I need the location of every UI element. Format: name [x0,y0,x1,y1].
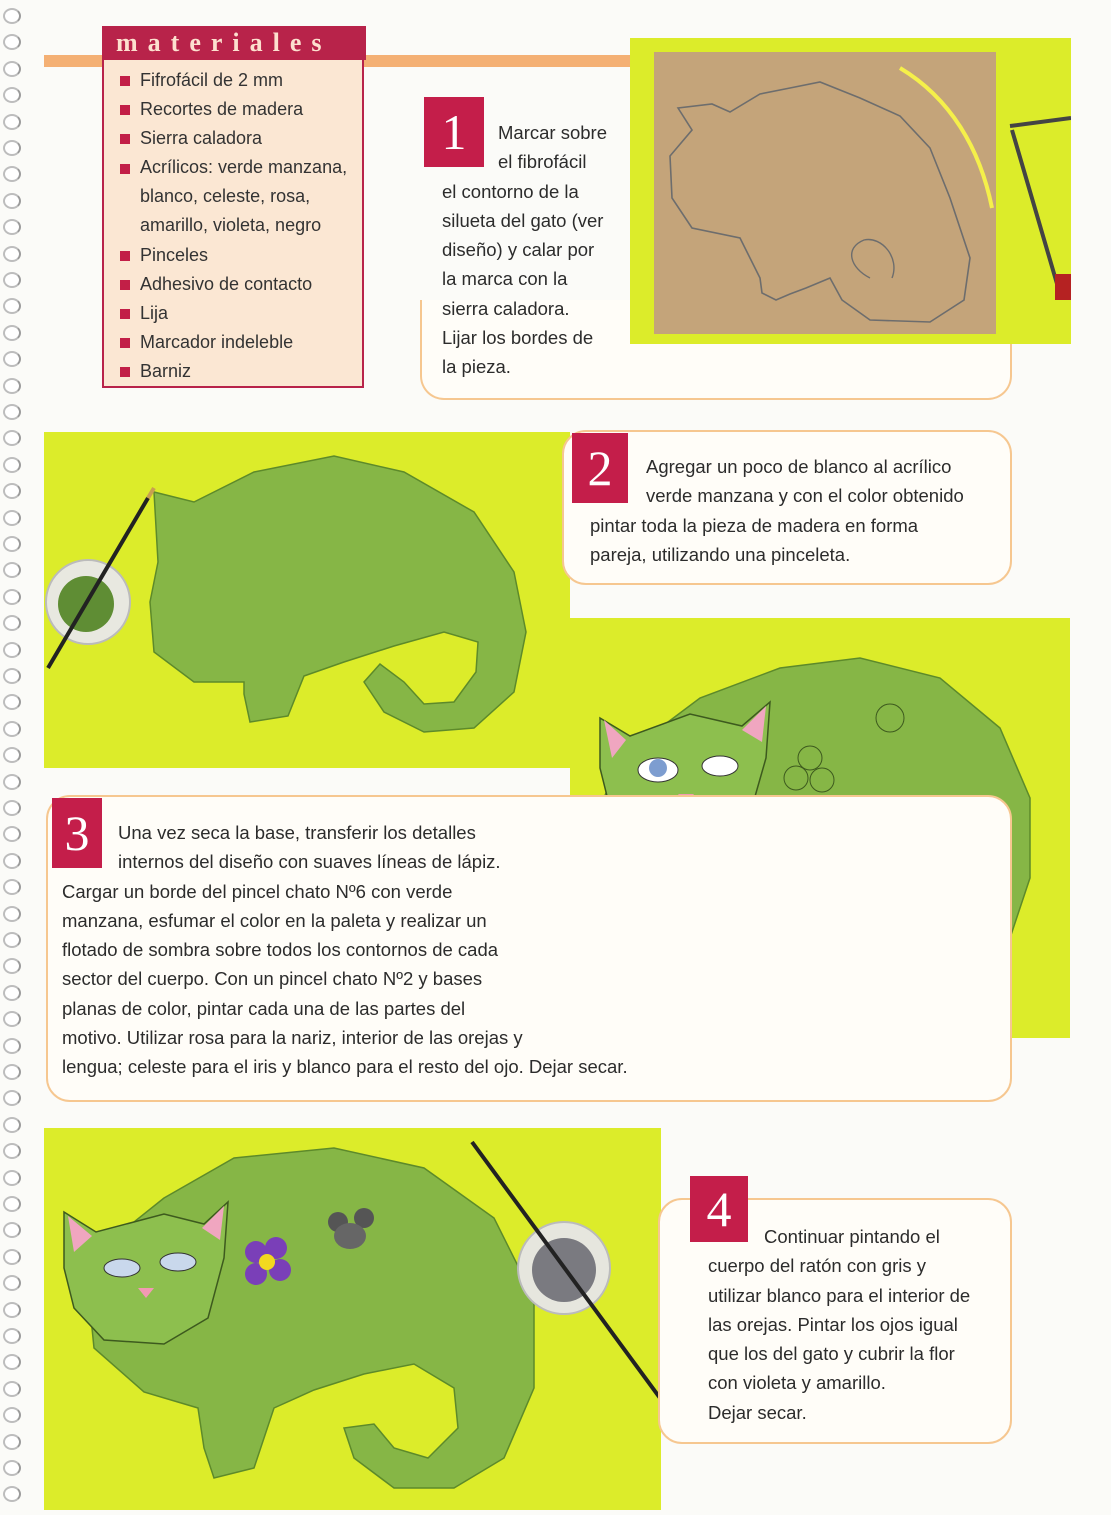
step-1-number: 1 [424,97,484,167]
fiberboard-panel [654,52,996,334]
spiral-ring-icon [3,404,21,420]
spiral-ring-icon [3,1407,21,1423]
spiral-ring-icon [3,378,21,394]
materials-box [102,26,364,388]
spiral-ring-icon [3,87,21,103]
spiral-ring-icon [3,1381,21,1397]
bullet-icon [120,309,130,319]
materials-list [120,66,347,386]
spiral-ring-icon [3,985,21,1001]
spiral-ring-icon [3,325,21,341]
spiral-ring-icon [3,668,21,684]
spiral-ring-icon [3,298,21,314]
spiral-ring-icon [3,906,21,922]
spiral-ring-icon [3,932,21,948]
spiral-ring-icon [3,457,21,473]
step-2-photo [44,432,570,768]
bullet-icon [120,338,130,348]
spiral-ring-icon [3,1090,21,1106]
spiral-ring-icon [3,166,21,182]
spiral-ring-icon [3,1170,21,1186]
spiral-ring-icon [3,272,21,288]
spiral-ring-icon [3,1249,21,1265]
step-3-text: Una vez seca la base, transferir los detalles internos del diseño con suaves líneas de lápiz. Cargar un borde del pincel chato Nº6 con verde manzana, esfumar el color en la paleta y realizar un flotado de sombra sobre todos los contornos de cada sector del cuerpo. Con un pincel chato Nº2 y bases planas de color, pintar cada una de las partes del motivo. Utilizar rosa para la nariz, interior de las orejas y lengua; celeste para el iris y blanco para el resto del ojo. Dejar secar. [62,822,628,1078]
spiral-ring-icon [3,34,21,50]
spiral-ring-icon [3,536,21,552]
spiral-ring-icon [3,1011,21,1027]
step-1-photo [630,38,1071,344]
list-item-continuation: amarillo, violeta, negro [140,215,322,236]
spiral-ring-icon [3,562,21,578]
painted-cat-piece [150,456,526,732]
spiral-ring-icon [3,879,21,895]
spiral-ring-icon [3,721,21,737]
spiral-ring-icon [3,1328,21,1344]
spiral-ring-icon [3,1064,21,1080]
step-2-text: Agregar un poco de blanco al acrílico verde manzana y con el color obtenido pintar toda la pieza de madera en forma pareja, utilizando una pinceleta. [590,456,964,565]
spiral-ring-icon [3,483,21,499]
list-item: Barniz [120,357,347,386]
spiral-ring-icon [3,1196,21,1212]
spiral-ring-icon [3,747,21,763]
spiral-ring-icon [3,853,21,869]
spiral-ring-icon [3,1275,21,1291]
spiral-ring-icon [3,615,21,631]
bullet-icon [120,76,130,86]
list-item: Recortes de madera [120,95,347,124]
step-4-text: Continuar pintando el cuerpo del ratón con gris y utilizar blanco para el interior de las orejas. Pintar los ojos igual que los del gato y cubrir la flor con violeta y amarillo. Dejar secar. [708,1226,971,1423]
spiral-ring-icon [3,1222,21,1238]
step-2-number: 2 [572,433,628,503]
step-4-photo [44,1128,661,1510]
bullet-icon [120,134,130,144]
spiral-ring-icon [3,1143,21,1159]
bullet-icon [120,280,130,290]
list-item: Fifrofácil de 2 mm [120,66,347,95]
spiral-ring-icon [3,430,21,446]
bullet-icon [120,105,130,115]
step-4-number: 4 [690,1176,748,1242]
step-1-text: Marcar sobre el fibrofácil el contorno de la silueta del gato (ver diseño) y calar por la marca con la sierra caladora. Lijar los bordes de la pieza. [442,122,607,378]
step-3-number: 3 [52,798,102,868]
list-item: Adhesivo de contacto [120,270,347,299]
spiral-ring-icon [3,61,21,77]
spiral-ring-icon [3,193,21,209]
spiral-ring-icon [3,694,21,710]
bullet-icon [120,251,130,261]
list-item: Sierra caladora [120,124,347,153]
spiral-ring-icon [3,246,21,262]
materials-title: materiales [102,26,366,60]
spiral-binding [0,0,26,1515]
spiral-ring-icon [3,642,21,658]
spiral-ring-icon [3,114,21,130]
list-item: Acrílicos: verde manzana, [120,153,347,182]
list-item: Marcador indeleble [120,328,347,357]
spiral-ring-icon [3,1038,21,1054]
saw-icon [1010,118,1071,294]
spiral-ring-icon [3,800,21,816]
spiral-ring-icon [3,140,21,156]
spiral-ring-icon [3,1302,21,1318]
spiral-ring-icon [3,958,21,974]
spiral-ring-icon [3,774,21,790]
list-item: Lija [120,299,347,328]
bullet-icon [120,164,130,174]
spiral-ring-icon [3,1460,21,1476]
spiral-ring-icon [3,219,21,235]
spiral-ring-icon [3,1434,21,1450]
list-item: Pinceles [120,241,347,270]
list-item-continuation: blanco, celeste, rosa, [140,186,311,207]
bullet-icon [120,367,130,377]
spiral-ring-icon [3,1486,21,1502]
spiral-ring-icon [3,826,21,842]
spiral-ring-icon [3,1117,21,1133]
spiral-ring-icon [3,1354,21,1370]
spiral-ring-icon [3,510,21,526]
spiral-ring-icon [3,351,21,367]
spiral-ring-icon [3,589,21,605]
spiral-ring-icon [3,8,21,24]
